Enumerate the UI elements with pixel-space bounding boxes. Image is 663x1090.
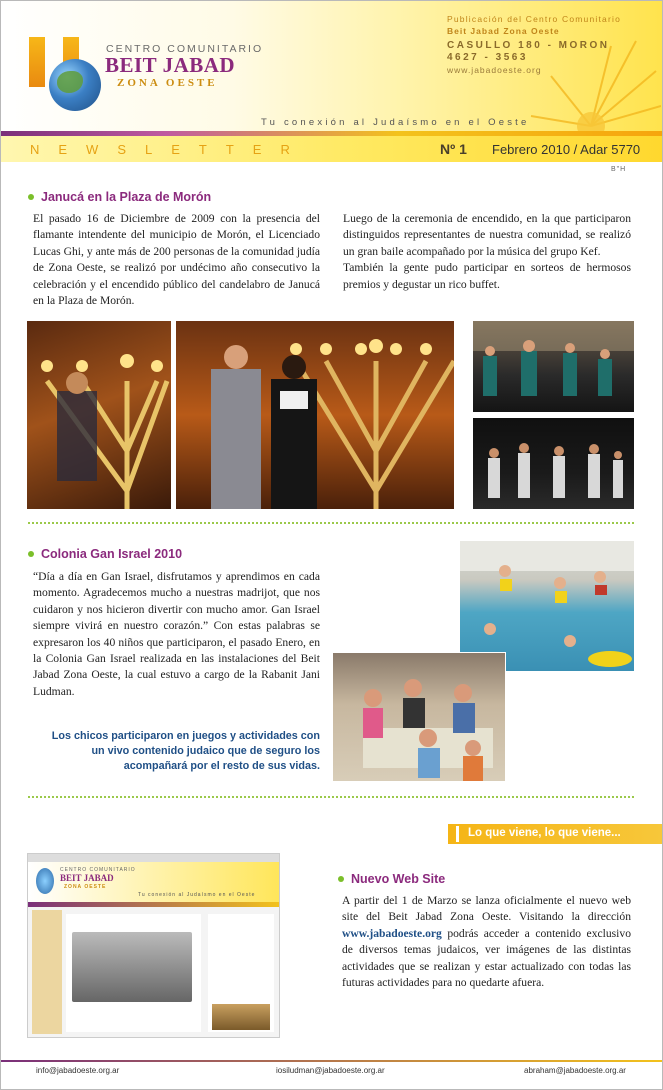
centro-comunitario-label: CENTRO COMUNITARIO bbox=[106, 43, 264, 55]
screenshot-zona: ZONA OESTE bbox=[64, 884, 107, 890]
bullet-dot bbox=[28, 551, 34, 557]
publication-org: Beit Jabad Zona Oeste bbox=[447, 26, 560, 36]
article-nuevo-web-body bbox=[342, 893, 631, 991]
tagline: Tu conexión al Judaísmo en el Oeste bbox=[261, 117, 530, 128]
footer-divider bbox=[1, 1060, 662, 1062]
beit-jabad-title: BEIT JABAD bbox=[105, 53, 236, 77]
article-title-text: Nuevo Web Site bbox=[351, 872, 446, 886]
publication-line: Publicación del Centro Comunitario bbox=[447, 14, 622, 24]
footer-email-abraham[interactable]: abraham@jabadoeste.org.ar bbox=[524, 1066, 626, 1075]
photo-dance bbox=[473, 418, 634, 509]
screenshot-sidebar bbox=[32, 910, 62, 1034]
website-url[interactable]: www.jabadoeste.org bbox=[447, 65, 542, 75]
article-title-text: Colonia Gan Israel 2010 bbox=[41, 547, 183, 561]
bullet-dot bbox=[28, 194, 34, 200]
publication-info bbox=[447, 13, 621, 76]
article-title-nuevo-web bbox=[338, 872, 445, 886]
logo bbox=[27, 37, 97, 117]
article-title-text: Janucá en la Plaza de Morón bbox=[41, 190, 212, 204]
website-screenshot bbox=[27, 853, 280, 1038]
masthead bbox=[1, 1, 662, 131]
logo-left-pillar bbox=[29, 37, 45, 87]
screenshot-divider bbox=[28, 902, 279, 907]
screenshot-globe-icon bbox=[36, 868, 54, 894]
coming-soon-banner bbox=[448, 824, 662, 844]
newsletter-label: NEWSLETTER bbox=[30, 142, 309, 157]
paragraph: Luego de la ceremonia de encendido, en la que participaron distinguidos representantes de nuestra comunidad, se realizó un gran baile acompañado por la música del grupo Kef. bbox=[343, 212, 631, 258]
paragraph: El pasado 16 de Diciembre de 2009 con la presencia del flamante intendente del municipio de Morón, el Licenciado Lucas Ghi, y ante más de 200 personas de la comunidad judía de Zona Oeste, se realizó por undécimo año consecutivo la celebración y el encendido público del candelabro de Janucá en la Plaza de Morón. bbox=[33, 212, 320, 308]
issue-number: Nº 1 bbox=[440, 141, 467, 157]
footer-email-info[interactable]: info@jabadoeste.org.ar bbox=[36, 1066, 120, 1075]
article-januca-col1 bbox=[33, 211, 320, 309]
banner-accent bbox=[456, 826, 459, 842]
globe-icon bbox=[49, 59, 101, 111]
screenshot-right-panel bbox=[208, 914, 274, 1032]
photo-kids-table bbox=[332, 652, 506, 782]
screenshot-header bbox=[28, 862, 279, 902]
screenshot-topbar bbox=[28, 854, 279, 862]
coming-soon-text: Lo que viene, lo que viene... bbox=[468, 827, 621, 839]
screenshot-main bbox=[66, 914, 201, 1032]
photo-menorah-lighting bbox=[27, 321, 171, 509]
zona-oeste-label: ZONA OESTE bbox=[117, 77, 218, 89]
article-title-gan-israel bbox=[28, 547, 182, 561]
address: CASULLO 180 - MORON bbox=[447, 40, 610, 51]
screenshot-tagline: Tu conexión al Judaísmo en el Oeste bbox=[138, 892, 256, 898]
issue-date: Febrero 2010 / Adar 5770 bbox=[492, 142, 641, 157]
web-link[interactable]: www.jabadoeste.org bbox=[342, 926, 442, 940]
photo-band-kef bbox=[473, 321, 634, 412]
article-januca-col2 bbox=[343, 211, 631, 293]
article-gan-israel-body bbox=[33, 569, 320, 700]
bh-mark: B"H bbox=[611, 166, 627, 173]
screenshot-thumb bbox=[212, 1004, 270, 1030]
web-text-pre: A partir del 1 de Marzo se lanza oficialmente el nuevo web site del Beit Jabad Zona Oeste. Visitando la dirección bbox=[342, 894, 631, 924]
bullet-dot bbox=[338, 876, 344, 882]
paragraph: “Día a día en Gan Israel, disfrutamos y aprendimos en cada momento. Agradecemos mucho a nuestras madrijot, que nos cuidaron y nos hicieron divertir con mucho amor. Gan Israel siempre vivirá en nuestro corazón.” Con estas palabras se expresaron los 40 niños que participaron, el pasado Enero, en la Colonia Gan Israel realizada en las instalaciones del Beit Jabad Zona Oeste, la cual estuvo a cargo de la Rabanit Jani Ludman. bbox=[33, 570, 320, 698]
screenshot-centro: CENTRO COMUNITARIO bbox=[60, 867, 136, 873]
web-text-post: podrás acceder a contenido exclusivo de diversos temas judaicos, ver imágenes de las distintas actividades que se realizan y estar actualizado con todas las futuras actividades para no quedarte afuera. bbox=[342, 926, 631, 990]
article-gan-israel-highlight: Los chicos participaron en juegos y actividades con un vivo contenido judaico que de seguro los acompañará por el resto de sus vidas. bbox=[51, 730, 320, 772]
section-divider bbox=[28, 522, 634, 524]
footer-email-iosi[interactable]: iosiludman@jabadoeste.org.ar bbox=[276, 1066, 385, 1075]
phone: 4627 - 3563 bbox=[447, 52, 528, 63]
photo-menorah-guests bbox=[176, 321, 454, 509]
section-divider bbox=[28, 796, 634, 798]
article-title-januca bbox=[28, 190, 211, 204]
screenshot-beit: BEIT JABAD bbox=[60, 873, 114, 883]
screenshot-photo bbox=[72, 932, 192, 1002]
paragraph bbox=[342, 893, 631, 991]
paragraph: También la gente pudo participar en sorteos de hermosos premios y degustar un rico buffet. bbox=[343, 261, 631, 291]
